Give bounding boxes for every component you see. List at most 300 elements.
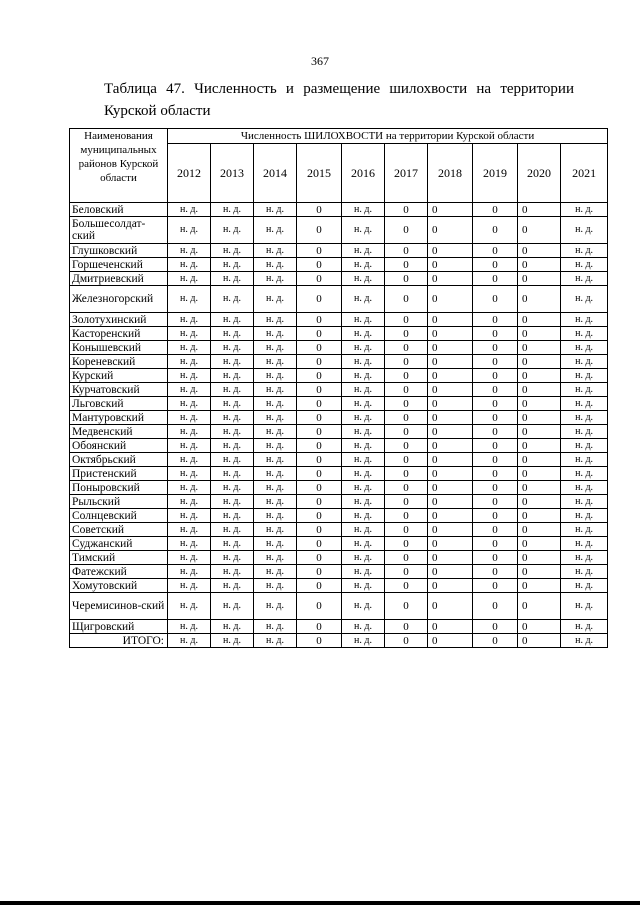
value-cell: н. д. (561, 203, 608, 217)
year-header: 2019 (473, 144, 518, 203)
value-cell: н. д. (561, 286, 608, 313)
value-cell: н. д. (342, 369, 385, 383)
value-cell: н. д. (561, 327, 608, 341)
caption-word: Численность (194, 81, 277, 97)
value-cell: 0 (518, 397, 561, 411)
value-cell: н. д. (254, 397, 297, 411)
value-cell: н. д. (211, 467, 254, 481)
value-cell: 0 (385, 593, 428, 620)
value-cell: 0 (297, 425, 342, 439)
value-cell: н. д. (342, 509, 385, 523)
value-cell: 0 (473, 565, 518, 579)
page-bottom-rule (0, 901, 640, 905)
value-cell: 0 (297, 523, 342, 537)
table-row (70, 369, 608, 383)
value-cell: н. д. (342, 355, 385, 369)
value-cell: 0 (473, 203, 518, 217)
value-cell: н. д. (168, 620, 211, 634)
value-cell: н. д. (168, 425, 211, 439)
year-header: 2016 (342, 144, 385, 203)
district-name-header: Наименования муниципальных районов Курской области (70, 129, 168, 203)
value-cell: 0 (428, 355, 473, 369)
value-cell: н. д. (342, 272, 385, 286)
value-cell: 0 (385, 313, 428, 327)
value-cell: 0 (385, 217, 428, 244)
value-cell: 0 (297, 286, 342, 313)
value-cell: 0 (385, 634, 428, 648)
value-cell: 0 (518, 593, 561, 620)
value-cell: 0 (518, 565, 561, 579)
value-cell: 0 (385, 481, 428, 495)
value-cell: н. д. (211, 425, 254, 439)
district-name: Черемисинов-ский (70, 593, 168, 620)
value-cell: 0 (473, 495, 518, 509)
table-row (70, 258, 608, 272)
district-name: Рыльский (70, 495, 168, 509)
value-cell: н. д. (561, 537, 608, 551)
value-cell: 0 (518, 523, 561, 537)
value-cell: н. д. (211, 397, 254, 411)
value-cell: н. д. (561, 523, 608, 537)
district-name: Хомутовский (70, 579, 168, 593)
district-name: Конышевский (70, 341, 168, 355)
district-name: Пристенский (70, 467, 168, 481)
value-cell: 0 (473, 523, 518, 537)
value-cell: н. д. (168, 453, 211, 467)
value-cell: н. д. (254, 551, 297, 565)
district-name: Октябрьский (70, 453, 168, 467)
value-cell: н. д. (342, 523, 385, 537)
value-cell: н. д. (168, 495, 211, 509)
value-cell: 0 (473, 509, 518, 523)
value-cell: н. д. (561, 439, 608, 453)
value-cell: 0 (518, 355, 561, 369)
value-cell: н. д. (561, 355, 608, 369)
value-cell: н. д. (211, 593, 254, 620)
value-cell: н. д. (342, 467, 385, 481)
table-row (70, 272, 608, 286)
district-name: Мантуровский (70, 411, 168, 425)
value-cell: 0 (297, 467, 342, 481)
value-cell: н. д. (254, 258, 297, 272)
value-cell: 0 (297, 258, 342, 272)
table-row (70, 286, 608, 313)
value-cell: 0 (518, 453, 561, 467)
district-name: Щигровский (70, 620, 168, 634)
value-cell: н. д. (254, 217, 297, 244)
value-cell: н. д. (211, 383, 254, 397)
value-cell: н. д. (342, 203, 385, 217)
value-cell: н. д. (254, 369, 297, 383)
value-cell: 0 (473, 244, 518, 258)
value-cell: н. д. (561, 620, 608, 634)
year-header: 2017 (385, 144, 428, 203)
value-cell: н. д. (254, 341, 297, 355)
value-cell: 0 (518, 313, 561, 327)
value-cell: н. д. (168, 369, 211, 383)
value-cell: н. д. (254, 481, 297, 495)
value-cell: 0 (518, 481, 561, 495)
value-cell: н. д. (254, 620, 297, 634)
value-cell: н. д. (211, 453, 254, 467)
caption-word: и (285, 81, 294, 97)
value-cell: 0 (385, 523, 428, 537)
value-cell: 0 (428, 467, 473, 481)
caption-word: 47. (166, 81, 185, 97)
value-cell: 0 (297, 551, 342, 565)
value-cell: 0 (518, 579, 561, 593)
value-cell: 0 (428, 272, 473, 286)
value-cell: 0 (428, 383, 473, 397)
value-cell: 0 (385, 579, 428, 593)
value-cell: 0 (297, 272, 342, 286)
value-cell: 0 (428, 217, 473, 244)
value-cell: н. д. (561, 313, 608, 327)
value-cell: 0 (428, 509, 473, 523)
value-cell: 0 (297, 634, 342, 648)
value-cell: н. д. (561, 258, 608, 272)
value-cell: 0 (385, 383, 428, 397)
value-cell: 0 (428, 593, 473, 620)
value-cell: н. д. (561, 593, 608, 620)
district-name: Медвенский (70, 425, 168, 439)
year-header: 2012 (168, 144, 211, 203)
value-cell: 0 (385, 258, 428, 272)
value-cell: н. д. (342, 411, 385, 425)
district-name: Золотухинский (70, 313, 168, 327)
value-cell: н. д. (211, 258, 254, 272)
value-cell: 0 (428, 286, 473, 313)
value-cell: 0 (428, 244, 473, 258)
population-group-header: Численность ШИЛОХВОСТИ на территории Курской области (168, 129, 608, 144)
value-cell: н. д. (561, 634, 608, 648)
value-cell: н. д. (211, 355, 254, 369)
value-cell: н. д. (561, 495, 608, 509)
value-cell: 0 (428, 537, 473, 551)
value-cell: 0 (428, 425, 473, 439)
table-row (70, 341, 608, 355)
value-cell: 0 (297, 313, 342, 327)
value-cell: н. д. (254, 537, 297, 551)
value-cell: н. д. (561, 579, 608, 593)
value-cell: н. д. (211, 551, 254, 565)
value-cell: 0 (428, 495, 473, 509)
value-cell: 0 (518, 495, 561, 509)
value-cell: н. д. (168, 313, 211, 327)
value-cell: н. д. (168, 217, 211, 244)
population-table (69, 128, 608, 648)
district-name: Льговский (70, 397, 168, 411)
value-cell: н. д. (561, 383, 608, 397)
value-cell: н. д. (561, 411, 608, 425)
value-cell: 0 (385, 327, 428, 341)
value-cell: 0 (297, 397, 342, 411)
value-cell: н. д. (342, 634, 385, 648)
value-cell: н. д. (561, 217, 608, 244)
value-cell: 0 (473, 272, 518, 286)
value-cell: 0 (385, 244, 428, 258)
value-cell: н. д. (342, 593, 385, 620)
value-cell: 0 (473, 453, 518, 467)
table-row (70, 551, 608, 565)
value-cell: 0 (297, 383, 342, 397)
caption-word: размещение (303, 81, 381, 97)
value-cell: 0 (297, 355, 342, 369)
table-row (70, 397, 608, 411)
value-cell: 0 (428, 341, 473, 355)
table-row (70, 411, 608, 425)
value-cell: 0 (297, 327, 342, 341)
value-cell: 0 (473, 217, 518, 244)
value-cell: н. д. (168, 286, 211, 313)
value-cell: 0 (297, 341, 342, 355)
value-cell: 0 (473, 579, 518, 593)
value-cell: н. д. (168, 397, 211, 411)
value-cell: 0 (428, 258, 473, 272)
table-row (70, 439, 608, 453)
year-header: 2020 (518, 144, 561, 203)
value-cell: 0 (428, 481, 473, 495)
value-cell: н. д. (342, 313, 385, 327)
value-cell: 0 (428, 369, 473, 383)
value-cell: н. д. (211, 369, 254, 383)
value-cell: 0 (297, 620, 342, 634)
value-cell: н. д. (342, 481, 385, 495)
value-cell: 0 (473, 258, 518, 272)
value-cell: н. д. (561, 509, 608, 523)
value-cell: н. д. (342, 258, 385, 272)
value-cell: н. д. (168, 481, 211, 495)
value-cell: н. д. (211, 439, 254, 453)
value-cell: н. д. (561, 369, 608, 383)
value-cell: 0 (385, 286, 428, 313)
table-row (70, 481, 608, 495)
value-cell: н. д. (211, 272, 254, 286)
caption-word: Таблица (104, 81, 157, 97)
value-cell: н. д. (342, 286, 385, 313)
value-cell: 0 (385, 425, 428, 439)
value-cell: 0 (518, 509, 561, 523)
value-cell: н. д. (211, 217, 254, 244)
value-cell: 0 (473, 634, 518, 648)
value-cell: н. д. (561, 425, 608, 439)
value-cell: 0 (518, 537, 561, 551)
value-cell: 0 (518, 369, 561, 383)
value-cell: н. д. (168, 551, 211, 565)
value-cell: н. д. (254, 495, 297, 509)
district-name: Суджанский (70, 537, 168, 551)
value-cell: 0 (518, 425, 561, 439)
district-name: Советский (70, 523, 168, 537)
value-cell: 0 (297, 509, 342, 523)
value-cell: 0 (385, 355, 428, 369)
value-cell: н. д. (211, 481, 254, 495)
value-cell: н. д. (254, 425, 297, 439)
value-cell: 0 (297, 411, 342, 425)
value-cell: 0 (473, 620, 518, 634)
district-name: Большесолдат-ский (70, 217, 168, 244)
table-row (70, 579, 608, 593)
value-cell: 0 (473, 593, 518, 620)
value-cell: 0 (473, 537, 518, 551)
caption-line-2: Курской области (104, 103, 211, 119)
value-cell: н. д. (342, 537, 385, 551)
value-cell: н. д. (342, 439, 385, 453)
total-row (70, 634, 608, 648)
value-cell: н. д. (254, 565, 297, 579)
value-cell: 0 (473, 383, 518, 397)
value-cell: 0 (518, 439, 561, 453)
district-name: Касторенский (70, 327, 168, 341)
value-cell: н. д. (168, 411, 211, 425)
value-cell: н. д. (211, 313, 254, 327)
value-cell: 0 (385, 495, 428, 509)
table-row (70, 327, 608, 341)
value-cell: 0 (385, 467, 428, 481)
total-label: ИТОГО: (70, 634, 168, 648)
value-cell: н. д. (168, 593, 211, 620)
table-caption (104, 78, 574, 122)
value-cell: 0 (473, 355, 518, 369)
value-cell: 0 (428, 327, 473, 341)
table-row (70, 244, 608, 258)
value-cell: н. д. (211, 620, 254, 634)
value-cell: н. д. (168, 327, 211, 341)
year-header: 2015 (297, 144, 342, 203)
value-cell: 0 (428, 551, 473, 565)
table-row (70, 620, 608, 634)
value-cell: 0 (385, 551, 428, 565)
value-cell: 0 (518, 203, 561, 217)
value-cell: н. д. (254, 523, 297, 537)
value-cell: н. д. (342, 620, 385, 634)
value-cell: 0 (385, 439, 428, 453)
value-cell: 0 (473, 481, 518, 495)
value-cell: н. д. (211, 565, 254, 579)
value-cell: 0 (297, 481, 342, 495)
value-cell: 0 (518, 217, 561, 244)
value-cell: н. д. (254, 634, 297, 648)
district-name: Поныровский (70, 481, 168, 495)
value-cell: 0 (518, 551, 561, 565)
value-cell: 0 (518, 272, 561, 286)
value-cell: 0 (428, 439, 473, 453)
value-cell: н. д. (254, 453, 297, 467)
value-cell: н. д. (342, 327, 385, 341)
value-cell: н. д. (342, 244, 385, 258)
value-cell: 0 (473, 467, 518, 481)
value-cell: 0 (428, 203, 473, 217)
value-cell: 0 (385, 369, 428, 383)
value-cell: 0 (385, 341, 428, 355)
value-cell: н. д. (168, 467, 211, 481)
value-cell: н. д. (211, 327, 254, 341)
value-cell: н. д. (254, 313, 297, 327)
value-cell: н. д. (254, 272, 297, 286)
value-cell: 0 (297, 579, 342, 593)
value-cell: 0 (297, 203, 342, 217)
value-cell: 0 (473, 327, 518, 341)
value-cell: н. д. (342, 383, 385, 397)
caption-word: на (476, 81, 492, 97)
value-cell: н. д. (254, 203, 297, 217)
table-row (70, 537, 608, 551)
table-row (70, 355, 608, 369)
value-cell: н. д. (168, 272, 211, 286)
value-cell: н. д. (561, 481, 608, 495)
value-cell: 0 (385, 203, 428, 217)
value-cell: н. д. (254, 593, 297, 620)
value-cell: н. д. (211, 341, 254, 355)
value-cell: 0 (473, 551, 518, 565)
value-cell: н. д. (211, 286, 254, 313)
value-cell: н. д. (254, 286, 297, 313)
value-cell: 0 (385, 565, 428, 579)
value-cell: н. д. (561, 341, 608, 355)
value-cell: 0 (297, 369, 342, 383)
value-cell: н. д. (168, 579, 211, 593)
value-cell: н. д. (342, 579, 385, 593)
value-cell: 0 (385, 537, 428, 551)
value-cell: 0 (297, 495, 342, 509)
value-cell: н. д. (254, 509, 297, 523)
value-cell: 0 (518, 634, 561, 648)
value-cell: н. д. (211, 634, 254, 648)
value-cell: н. д. (168, 244, 211, 258)
table-row (70, 383, 608, 397)
value-cell: 0 (518, 383, 561, 397)
value-cell: н. д. (211, 495, 254, 509)
value-cell: 0 (428, 565, 473, 579)
value-cell: 0 (428, 313, 473, 327)
value-cell: 0 (385, 453, 428, 467)
value-cell: 0 (473, 425, 518, 439)
value-cell: н. д. (168, 634, 211, 648)
value-cell: н. д. (254, 383, 297, 397)
year-header: 2018 (428, 144, 473, 203)
year-header: 2013 (211, 144, 254, 203)
value-cell: 0 (428, 453, 473, 467)
value-cell: н. д. (168, 565, 211, 579)
value-cell: н. д. (561, 397, 608, 411)
page-number: 367 (311, 54, 329, 68)
value-cell: 0 (473, 439, 518, 453)
year-header: 2021 (561, 144, 608, 203)
value-cell: 0 (473, 397, 518, 411)
caption-line-1 (104, 78, 574, 100)
value-cell: 0 (518, 327, 561, 341)
value-cell: н. д. (342, 341, 385, 355)
value-cell: 0 (518, 467, 561, 481)
value-cell: н. д. (211, 203, 254, 217)
value-cell: 0 (428, 523, 473, 537)
value-cell: 0 (297, 593, 342, 620)
district-name: Горшеченский (70, 258, 168, 272)
district-name: Железногорский (70, 286, 168, 313)
table-row (70, 593, 608, 620)
value-cell: 0 (297, 439, 342, 453)
value-cell: н. д. (254, 579, 297, 593)
value-cell: 0 (518, 244, 561, 258)
value-cell: 0 (428, 620, 473, 634)
value-cell: 0 (297, 244, 342, 258)
value-cell: н. д. (342, 453, 385, 467)
value-cell: 0 (297, 217, 342, 244)
value-cell: 0 (473, 341, 518, 355)
caption-word: территории (500, 81, 574, 97)
value-cell: 0 (385, 509, 428, 523)
value-cell: н. д. (168, 439, 211, 453)
